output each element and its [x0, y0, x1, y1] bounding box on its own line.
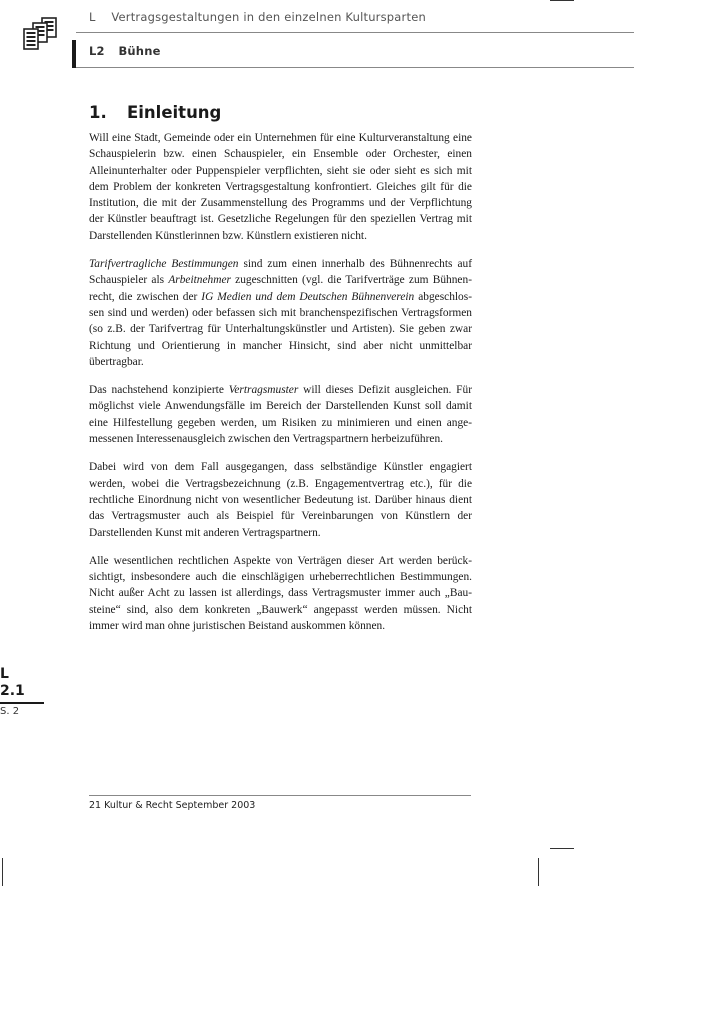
- header-section-letter: L: [89, 10, 96, 24]
- article-body: [89, 130, 472, 646]
- text-run: zugeschnitten (vgl. die Tarifverträge zum Bühnenrecht, die zwischen der: [89, 274, 472, 303]
- emphasis: Arbeitnehmer: [168, 274, 231, 287]
- header-section-line: [89, 10, 426, 24]
- header-divider-top: [76, 32, 634, 33]
- side-marker-letter: L: [0, 666, 9, 682]
- text-run: Das nachstehend konzipierte: [89, 384, 229, 397]
- side-marker-rule: [0, 702, 44, 704]
- stacked-documents-icon: [22, 17, 58, 51]
- text-run: abgeschlossen sind und werden) oder befassen sich mit branchenspezifischen Vertragsformen (so z.B. der Tarifvertrag für Unterhaltungskünstler und Artisten). Sie geben zwar Richtung und Orientierung in mancher Hinsicht, sind aber nicht unmittelbar übertragbar.: [89, 290, 472, 368]
- crop-mark-bottom-right-h: [550, 848, 574, 849]
- side-marker-page: S. 2: [0, 706, 20, 717]
- header-divider-bottom: [76, 67, 634, 68]
- crop-mark-bottom-left-v: [2, 858, 3, 886]
- header-subsection-line: [89, 44, 161, 58]
- paragraph-2: [89, 256, 472, 370]
- header-subsection-code: L2: [89, 44, 105, 58]
- text-run: sind zum einen innerhalb des Bühnenrechts auf Schauspieler als: [89, 258, 473, 287]
- crop-mark-bottom-right-v: [538, 858, 539, 886]
- page-title: [89, 103, 221, 122]
- paragraph-4: Dabei wird von dem Fall ausgegangen, dass selbständige Künstler engagiert werden, wobei die Vertragsbezeichnung (z.B. Engagementvertrag etc.), für die rechtliche Einordnung nicht von wesentlicher Bedeutung ist. Darüber hinaus dient das Vertragsmuster auch als Beispiel für Vereinbarungen von Künstlern der Darstellenden Kunst mit anderen Vertragspartnern.: [89, 461, 472, 539]
- header-section-title: Vertragsgestaltungen in den einzelnen Kultursparten: [111, 10, 426, 24]
- text-run: will dieses Defizit ausgleichen. Für möglichst viele Anwendungsfälle im Bereich der Darstellenden Kunst soll damit eine Hilfestellung gegeben werden, um Risiken zu minimieren und einen angemessenen Interessenausgleich zwischen den Vertragspartnern herbeizuführen.: [89, 384, 472, 446]
- header-subsection-title: Bühne: [118, 44, 161, 58]
- emphasis: IG Medien und dem Deutschen Bühnenverein: [201, 290, 415, 303]
- header-vertical-bar: [72, 40, 76, 68]
- heading-number: 1.: [89, 103, 107, 122]
- footer-text: 21 Kultur & Recht September 2003: [89, 800, 256, 811]
- crop-mark-top-right: [550, 0, 574, 1]
- emphasis: Vertragsmuster: [228, 384, 299, 397]
- side-marker-number: 2.1: [0, 683, 25, 699]
- paragraph-3: [89, 382, 472, 447]
- side-marker: [0, 666, 44, 717]
- heading-title: Einleitung: [127, 103, 222, 122]
- content-vertical-bar: [72, 120, 74, 220]
- footer-divider: [89, 795, 471, 796]
- paragraph-5: Alle wesentlichen rechtlichen Aspekte von Verträgen dieser Art werden berücksichtigt, insbesondere auch die einschlägigen urheberrechtlichen Bestimmungen. Nicht außer Acht zu lassen ist allerdings, dass Vertragsmuster immer auch „Bausteine“ sind, also dem konkreten „Bauwerk“ angepasst werden müssen. Nicht immer wird man ohne juristischen Beistand auskommen können.: [89, 554, 472, 633]
- paragraph-1: Will eine Stadt, Gemeinde oder ein Unternehmen für eine Kulturveranstaltung eine Schauspielerin bzw. einen Schauspieler, ein Ensemble oder Orchester, einen Alleinunterhalter oder Puppenspieler verpflichten, sieht sie oder sieht es sich mit dem Problem der konkreten Vertragsgestaltung konfrontiert. Gleiches gilt für die Institution, die mit der Zusammenstellung des Programms und der Verpflichtung der Künstler beauftragt ist. Gesetzliche Regelungen für den speziellen Vertrag mit Darstellenden Künstlerinnen bzw. Künstlern existieren nicht.: [89, 132, 472, 242]
- emphasis: Tarifvertragliche Bestimmungen: [89, 258, 239, 271]
